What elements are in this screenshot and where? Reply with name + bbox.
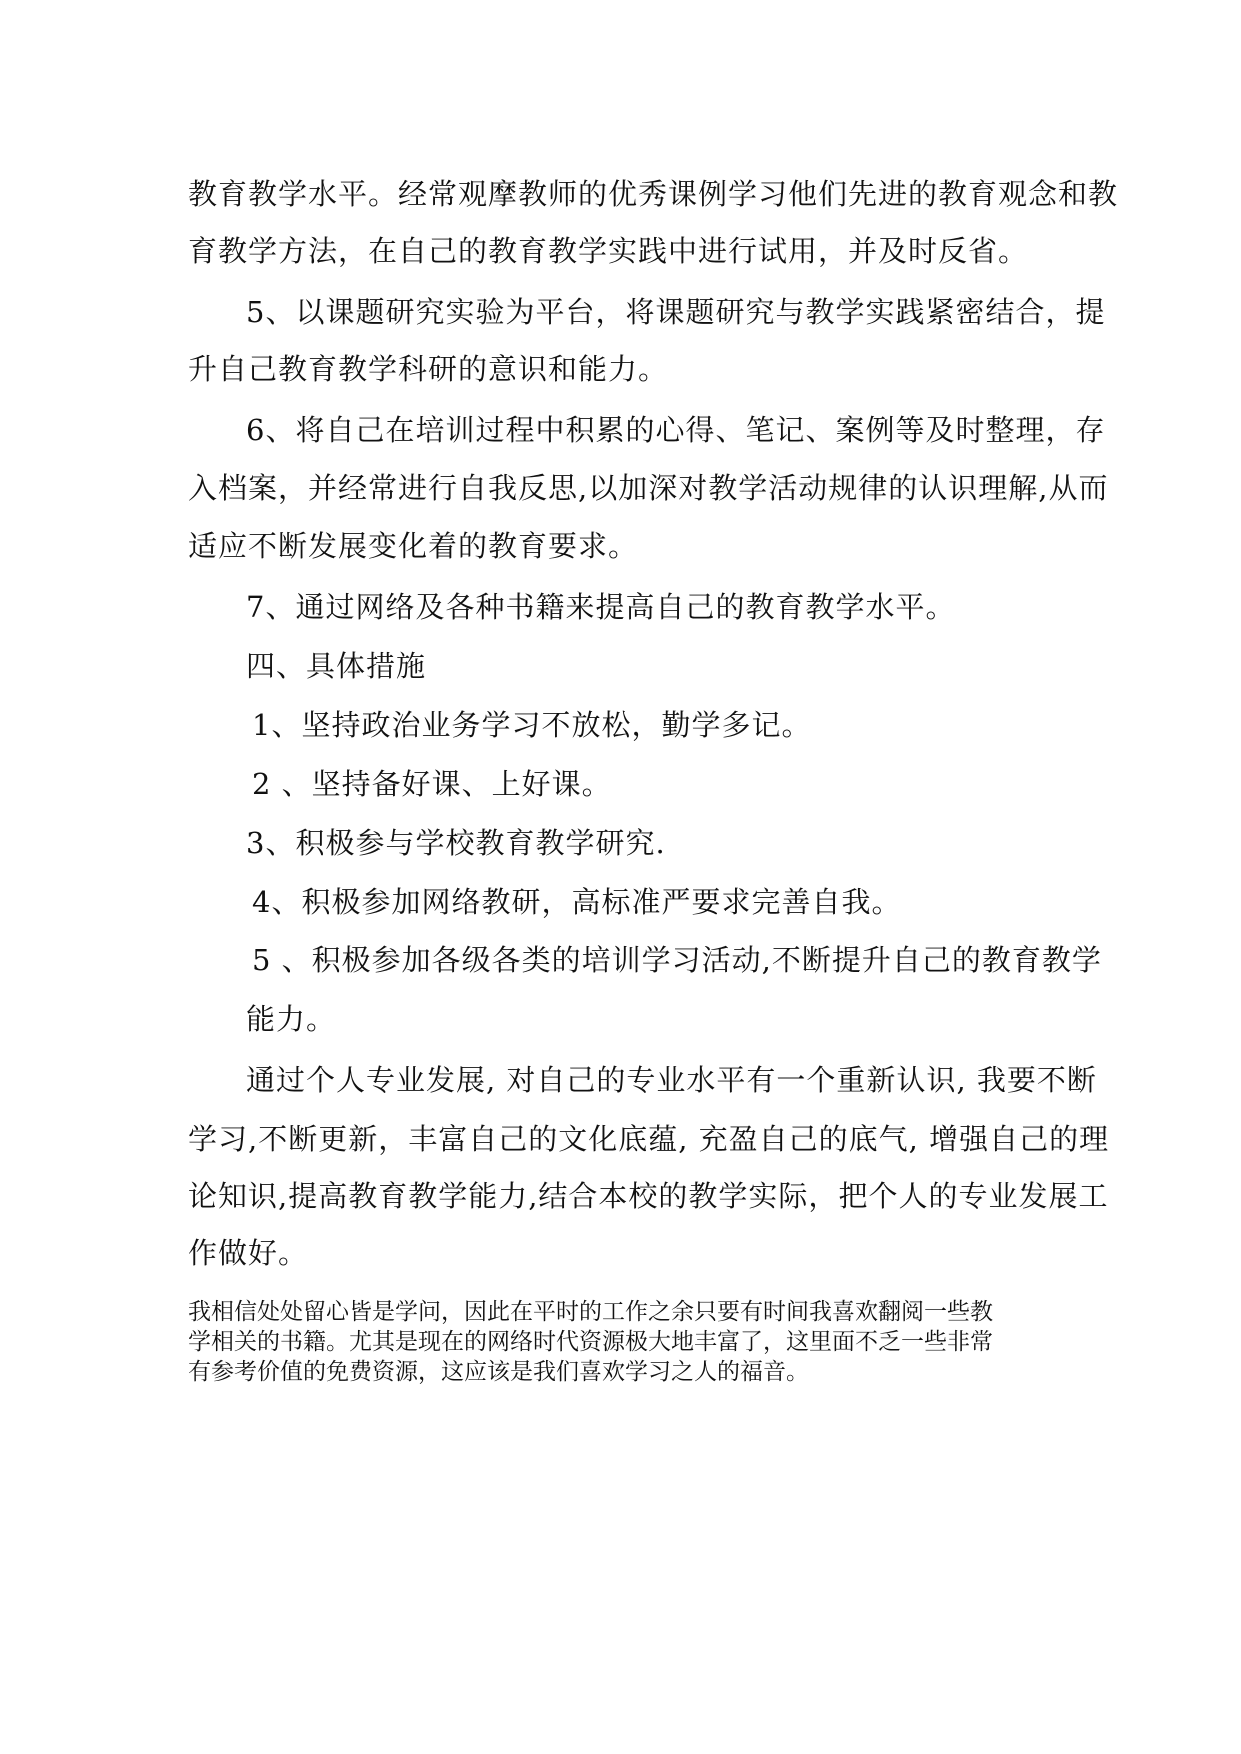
paragraph-line: 通过个人专业发展, 对自己的专业水平有一个重新认识, 我要不断 <box>246 1063 1097 1097</box>
paragraph-line: 作做好。 <box>188 1236 309 1270</box>
paragraph-line: 育教学方法，在自己的教育教学实践中进行试用，并及时反省。 <box>188 234 1029 268</box>
note-line: 我相信处处留心皆是学问，因此在平时的工作之余只要有时间我喜欢翻阅一些教 <box>188 1299 993 1325</box>
paragraph-line: 教育教学水平。经常观摩教师的优秀课例学习他们先进的教育观念和教 <box>188 177 1119 211</box>
list-item: 4、积极参加网络教研，高标准严要求完善自我。 <box>252 885 902 919</box>
note-line: 有参考价值的免费资源，这应该是我们喜欢学习之人的福音。 <box>188 1359 809 1385</box>
list-item: 2 、坚持备好课、上好课。 <box>252 767 612 801</box>
paragraph-line: 5、以课题研究实验为平台，将课题研究与教学实践紧密结合，提 <box>246 295 1106 329</box>
note-line: 学相关的书籍。尤其是现在的网络时代资源极大地丰富了，这里面不乏一些非常 <box>188 1329 993 1355</box>
paragraph-line: 学习,不断更新，丰富自己的文化底蕴, 充盈自己的底气, 增强自己的理 <box>188 1122 1110 1156</box>
paragraph-line: 6、将自己在培训过程中积累的心得、笔记、案例等及时整理，存 <box>246 413 1106 447</box>
list-item: 3、积极参与学校教育教学研究. <box>246 826 666 860</box>
section-heading: 四、具体措施 <box>246 649 427 683</box>
paragraph-line: 论知识,提高教育教学能力,结合本校的教学实际，把个人的专业发展工 <box>188 1179 1109 1213</box>
paragraph-line: 入档案，并经常进行自我反思,以加深对教学活动规律的认识理解,从而 <box>188 471 1109 505</box>
paragraph-line: 适应不断发展变化着的教育要求。 <box>188 529 639 563</box>
list-item-continuation: 能力。 <box>246 1002 337 1036</box>
list-item: 1、坚持政治业务学习不放松，勤学多记。 <box>252 708 812 742</box>
list-item: 5 、积极参加各级各类的培训学习活动,不断提升自己的教育教学 <box>252 943 1102 977</box>
paragraph-line: 7、通过网络及各种书籍来提高自己的教育教学水平。 <box>246 590 956 624</box>
paragraph-line: 升自己教育教学科研的意识和能力。 <box>188 352 669 386</box>
